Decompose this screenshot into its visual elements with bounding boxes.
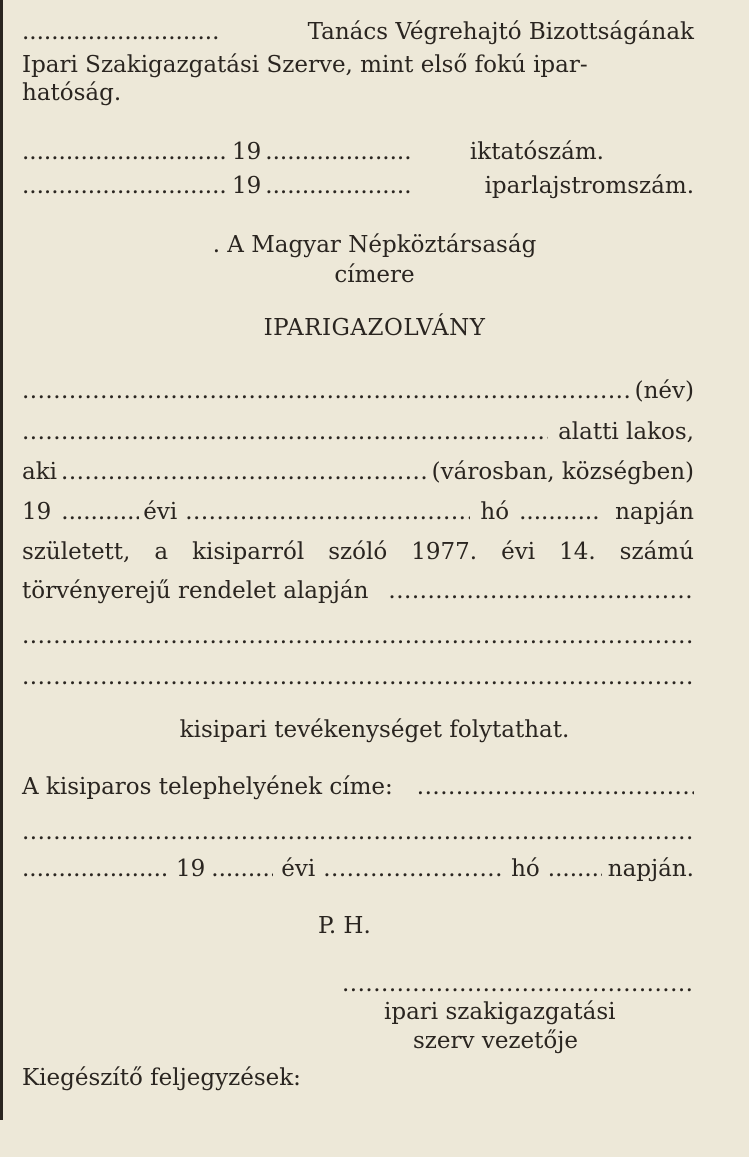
birth-month-word: hó <box>480 499 510 525</box>
born-word: számú <box>619 539 694 565</box>
dotted-blank <box>22 663 694 691</box>
dotted-blank <box>417 773 694 801</box>
dotted-blank <box>22 418 548 446</box>
authority-text-2: Ipari Szakigazgatási Szerve, mint első fokú ipar- <box>22 52 588 78</box>
authority-text-1: Tanács Végrehajtó Bizottságának <box>307 19 694 45</box>
seal-mark: P. H. <box>318 913 371 939</box>
document-title: IPARIGAZOLVÁNY <box>263 315 486 341</box>
issue-year-word: évi <box>281 856 316 882</box>
signature-line <box>342 970 694 998</box>
born-word: született, <box>22 539 131 565</box>
registration-year: 19 <box>232 139 262 165</box>
aki-text: aki <box>22 459 58 485</box>
signature-caption-2: szerv vezetője <box>413 1028 578 1054</box>
dotted-blank <box>22 377 631 405</box>
authority-line <box>22 18 694 46</box>
dotted-blank <box>388 577 694 605</box>
town-line <box>22 458 694 486</box>
decree-line <box>22 577 694 605</box>
trade-register-year: 19 <box>232 173 262 199</box>
signature-caption-1: ipari szakigazgatási <box>384 999 616 1025</box>
authority-text-3: hatóság. <box>22 80 122 106</box>
site-address-line <box>22 773 694 801</box>
blank-line-3 <box>22 818 694 846</box>
birth-day-word: napján <box>615 499 694 525</box>
name-line <box>22 377 694 405</box>
dotted-blank <box>22 622 694 650</box>
dotted-blank <box>22 18 218 46</box>
dotted-blank <box>22 818 694 846</box>
born-word: 14. <box>559 539 596 565</box>
dotted-blank <box>61 498 139 526</box>
born-word: 1977. <box>411 539 478 565</box>
supplementary-notes-label: Kiegészítő feljegyzések: <box>22 1065 301 1091</box>
born-word: évi <box>501 539 536 565</box>
town-label: (városban, községben) <box>431 459 694 485</box>
born-word: a <box>154 539 169 565</box>
name-label: (név) <box>634 378 694 404</box>
issue-year-prefix: 19 <box>176 856 206 882</box>
decree-text: törvényerejű rendelet alapján <box>22 578 369 604</box>
dotted-blank <box>342 970 694 998</box>
left-border-line <box>0 0 3 1120</box>
residence-line <box>22 418 694 446</box>
dotted-blank <box>265 138 411 166</box>
dotted-blank <box>185 498 470 526</box>
blank-line-2 <box>22 663 694 691</box>
dotted-blank <box>22 855 168 883</box>
dotted-blank <box>61 458 428 486</box>
trade-register-line <box>22 172 694 200</box>
born-word: kisiparról <box>192 539 305 565</box>
issue-day-word: napján. <box>607 856 694 882</box>
born-word: szóló <box>328 539 388 565</box>
blank-line-1 <box>22 622 694 650</box>
trade-register-label: iparlajstromszám. <box>484 173 694 199</box>
registration-label: iktatószám. <box>469 139 604 165</box>
dotted-blank <box>22 138 228 166</box>
dotted-blank <box>548 855 602 883</box>
birth-year-word: évi <box>143 499 178 525</box>
registration-number-line <box>22 138 694 166</box>
birth-date-line <box>22 498 694 526</box>
activity-statement: kisipari tevékenységet folytathat. <box>179 717 570 743</box>
dotted-blank <box>265 172 411 200</box>
birth-year-prefix: 19 <box>22 499 52 525</box>
emblem-caption-2: címere <box>334 262 415 288</box>
resident-label: alatti lakos, <box>558 419 694 445</box>
dotted-blank <box>22 172 228 200</box>
born-line <box>22 538 694 566</box>
issue-month-word: hó <box>511 856 540 882</box>
dotted-blank <box>323 855 501 883</box>
dotted-blank <box>211 855 273 883</box>
dotted-blank <box>519 498 601 526</box>
issue-date-line <box>22 855 694 883</box>
site-label: A kisiparos telephelyének címe: <box>22 774 393 800</box>
emblem-caption-1: . A Magyar Népköztársaság <box>212 232 537 258</box>
